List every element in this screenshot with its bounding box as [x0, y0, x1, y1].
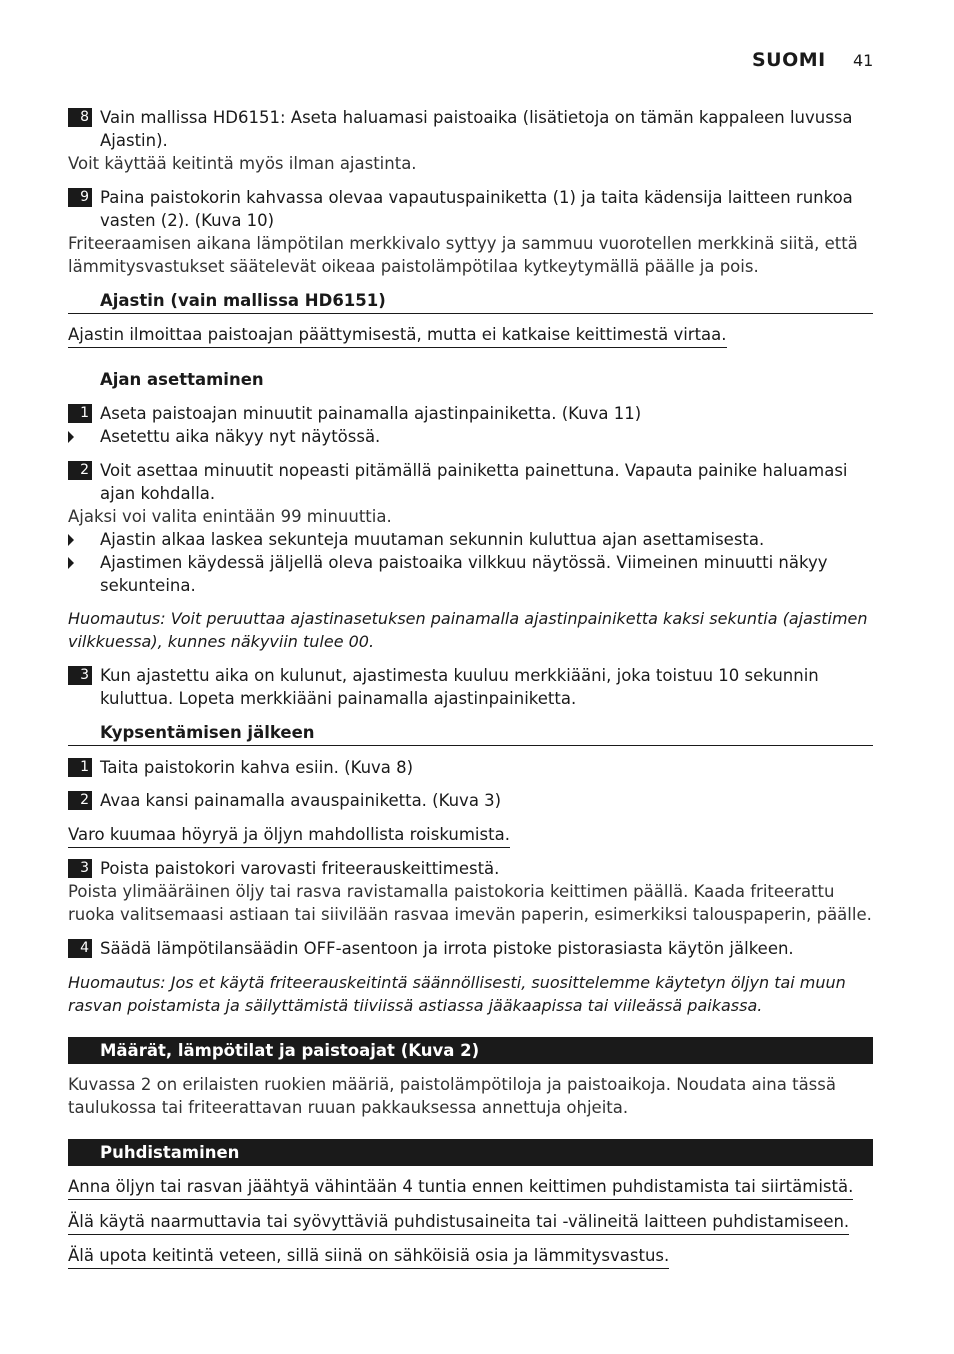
bullet-arrow-icon — [68, 557, 74, 569]
step-note: Voit käyttää keitintä myös ilman ajastinta. — [68, 154, 417, 173]
warning-text: Älä upota keitintä veteen, sillä siinä on sähköisiä osia ja lämmitysvastus. — [68, 1244, 669, 1269]
section-heading: Kypsentämisen jälkeen — [68, 721, 873, 746]
bullet-text: Ajastimen käydessä jäljellä oleva paistoaika vilkkuu näytössä. Viimeinen minuutti näkyy sekunteina. — [100, 553, 828, 595]
paragraph: Kuvassa 2 on erilaisten ruokien määriä, paistolämpötiloja ja paistoaikoja. Noudata aina tässä taulukossa tai friteerattavan ruuan pakkauksessa annettuja ohjeita. — [68, 1075, 836, 1117]
step-number: 1 — [68, 758, 92, 777]
step-number: 1 — [68, 404, 92, 423]
after-step-1 — [68, 756, 873, 779]
section-heading-timer — [68, 289, 873, 314]
section-heading: Ajastin (vain mallissa HD6151) — [68, 289, 873, 314]
after-step-4 — [68, 937, 873, 960]
subheading-set-time — [68, 368, 873, 392]
bullet-item — [68, 425, 873, 448]
warning-text: Anna öljyn tai rasvan jäähtyä vähintään 4 tuntia ennen keittimen puhdistamista tai siirtämistä. — [68, 1175, 853, 1200]
step-number: 2 — [68, 461, 92, 480]
after-step-3 — [68, 857, 873, 926]
timer-remark — [68, 607, 873, 653]
step-text: Voit asettaa minuutit nopeasti pitämällä painiketta painettuna. Vapauta painike haluamasi ajan kohdalla. — [100, 461, 848, 503]
timer-step-3 — [68, 664, 873, 710]
step-number: 8 — [68, 108, 92, 127]
after-remark — [68, 971, 873, 1017]
step-note: Poista ylimääräinen öljy tai rasva ravistamalla paistokoria keittimen päällä. Kaada friteerattu ruoka valitsemaasi astiaan tai siivilään rasvaa imevän paperin, esimerkiksi talouspaperin, päälle. — [68, 882, 872, 924]
warning-text: Älä käytä naarmuttavia tai syövyttäviä puhdistusaineita tai -välineitä laitteen puhdistamiseen. — [68, 1210, 849, 1235]
step-text: Aseta paistoajan minuutit painamalla ajastinpainiketta. (Kuva 11) — [100, 404, 642, 423]
cleaning-warning-2 — [68, 1210, 873, 1235]
step-number: 4 — [68, 939, 92, 958]
step-number: 3 — [68, 859, 92, 878]
bullet-arrow-icon — [68, 534, 74, 546]
bullet-arrow-icon — [68, 431, 74, 443]
step-text: Paina paistokorin kahvassa olevaa vapautuspainiketta (1) ja taita kädensija laitteen runkoa vasten (2). (Kuva 10) — [100, 188, 853, 230]
step-text: Vain mallissa HD6151: Aseta haluamasi paistoaika (lisätietoja on tämän kappaleen luvussa Ajastin). — [100, 108, 853, 150]
cleaning-warning-1 — [68, 1175, 873, 1200]
step-number: 9 — [68, 188, 92, 207]
step-number: 2 — [68, 791, 92, 810]
step-number: 3 — [68, 666, 92, 685]
step-text: Poista paistokori varovasti friteerauskeittimestä. — [100, 859, 500, 878]
timer-step-1 — [68, 402, 873, 448]
section-bar-heading: Määrät, lämpötilat ja paistoajat (Kuva 2) — [68, 1037, 873, 1064]
timer-warning — [68, 323, 873, 348]
subheading: Ajan asettaminen — [100, 370, 264, 389]
amounts-text — [68, 1073, 873, 1119]
step-8 — [68, 106, 873, 175]
remark-text: Huomautus: Voit peruuttaa ajastinasetuksen painamalla ajastinpainiketta kaksi sekuntia (ajastimen vilkkuessa), kunnes näkyviin tulee 00. — [68, 609, 868, 651]
after-warning — [68, 823, 873, 848]
section-heading-after — [68, 721, 873, 746]
remark-text: Huomautus: Jos et käytä friteerauskeitintä säännöllisesti, suosittelemme käytetyn öljyn tai muun rasvan poistamista ja säilyttämistä tiiviissä astiassa jääkaapissa tai viileässä paikassa. — [68, 973, 846, 1015]
warning-text: Ajastin ilmoittaa paistoajan päättymisestä, mutta ei katkaise keittimestä virtaa. — [68, 323, 727, 348]
step-text: Taita paistokorin kahva esiin. (Kuva 8) — [100, 758, 414, 777]
step-note: Ajaksi voi valita enintään 99 minuuttia. — [68, 507, 392, 526]
warning-text: Varo kuumaa höyryä ja öljyn mahdollista roiskumista. — [68, 823, 510, 848]
cleaning-warning-3 — [68, 1244, 873, 1269]
bullet-text: Ajastin alkaa laskea sekunteja muutaman sekunnin kuluttua ajan asettamisesta. — [100, 530, 765, 549]
after-step-2 — [68, 789, 873, 812]
bullet-item — [68, 528, 873, 551]
step-note: Friteeraamisen aikana lämpötilan merkkivalo syttyy ja sammuu vuorotellen merkkinä siitä, että lämmitysvastukset säätelevät oikeaa paistolämpötilaa kytkeytymällä päälle ja pois. — [68, 234, 858, 276]
step-text: Säädä lämpötilansäädin OFF-asentoon ja irrota pistoke pistorasiasta käytön jälkeen. — [100, 939, 794, 958]
section-bar-heading: Puhdistaminen — [68, 1139, 873, 1166]
step-text: Kun ajastettu aika on kulunut, ajastimesta kuuluu merkkiääni, joka toistuu 10 sekunnin kuluttua. Lopeta merkkiääni painamalla ajastinpainiketta. — [100, 666, 819, 708]
page-number: 41 — [853, 51, 874, 70]
language-label: SUOMI — [752, 49, 826, 71]
step-9 — [68, 186, 873, 278]
step-text: Avaa kansi painamalla avauspainiketta. (Kuva 3) — [100, 791, 502, 810]
bullet-text: Asetettu aika näkyy nyt näytössä. — [100, 427, 381, 446]
section-bar-amounts — [68, 1037, 873, 1064]
bullet-item — [68, 551, 873, 597]
section-bar-cleaning — [68, 1139, 873, 1166]
timer-step-2 — [68, 459, 873, 597]
